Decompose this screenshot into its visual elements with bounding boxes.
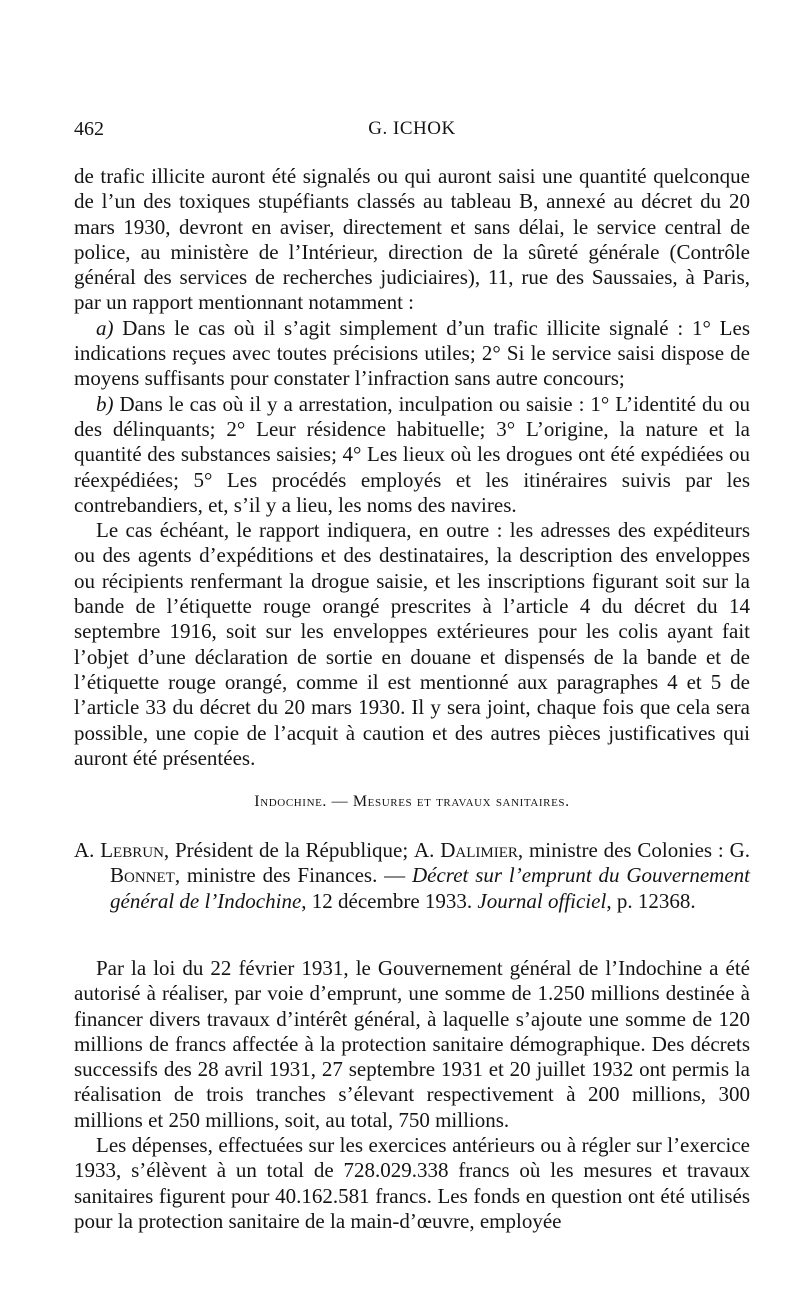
journal-page: , p. 12368. [606, 888, 696, 913]
section-heading [74, 793, 750, 811]
item-text-b: Dans le cas où il y a arrestation, inculpation ou saisie : 1° L’identité du ou des délinquants; 2° Leur résidence habituelle; 3° L’origine, la nature et la quantité des substances saisies; 4° Les lieux où les drogues ont été expédiées ou réexpédiées; 5° Les procédés employés et les itinéraires suivis par les contrebandiers, et, s’il y a lieu, les noms des navires. [74, 391, 750, 517]
citation-paragraph [74, 838, 750, 914]
paragraph-continuation: de trafic illicite auront été signalés ou qui auront saisi une quantité quelconque de l’un des toxiques stupéfiants classés au tableau B, annexé au décret du 20 mars 1930, devront en aviser, directement et sans délai, le service central de police, au ministère de l’Intérieur, direction de la sûreté générale (Contrôle général des services de recherches judiciaires), 11, rue des Saussaies, à Paris, par un rapport mentionnant notamment : [74, 164, 750, 315]
paragraph-expenses: Les dépenses, effectuées sur les exercices antérieurs ou à régler sur l’exercice 1933, s’élèvent à un total de 728.029.338 francs où les mesures et travaux sanitaires figurent pour 40.162.581 francs. Les fonds en question ont été utilisés pour la protection sanitaire de la main-d’œuvre, employée [74, 1133, 750, 1233]
paragraph-a [74, 316, 750, 392]
running-head: G. ICHOK [368, 118, 456, 139]
decree-title: Décret sur l’emprunt du Gouvernement général de l’Indochine [110, 863, 750, 913]
page-number: 462 [74, 118, 104, 140]
decree-citation [74, 838, 750, 914]
item-label-b: b) [96, 391, 114, 416]
page-header [74, 118, 750, 146]
citation-role-president: , Président de la République; [163, 838, 415, 862]
paragraph-b [74, 392, 750, 518]
body-text-top [74, 164, 750, 771]
heading-region: Indochine. [254, 793, 328, 810]
journal-name: Journal officiel [477, 888, 607, 913]
heading-topic: Mesures et travaux sanitaires. [352, 793, 570, 810]
body-text-bottom [74, 956, 750, 1234]
citation-role-colonies: , ministre des Colonies : [517, 838, 730, 862]
decree-date: , 12 décembre 1933. [301, 888, 478, 913]
heading-separator: — [327, 793, 353, 810]
signatory-president: A. Lebrun [74, 838, 164, 862]
item-text-a: Dans le cas où il s’agit simplement d’un trafic illicite signalé : 1° Les indications reçues avec toutes précisions utiles; 2° Si le service saisi dispose de moyens suffisants pour constater l’infraction sans autre concours; [74, 315, 750, 391]
paragraph-report-details: Le cas échéant, le rapport indiquera, en outre : les adresses des expéditeurs ou des agents d’expéditions et des destinataires, la description des enveloppes ou récipients renfermant la drogue saisie, et les inscriptions figurant soit sur la bande de l’étiquette rouge orangé prescrites à l’article 4 du décret du 14 septembre 1916, soit sur les enveloppes extérieures pour les colis ayant fait l’objet d’une déclaration de sortie en douane et dispensés de la bande et de l’étiquette rouge orangé, comme il est mentionné aux paragraphes 4 et 5 de l’article 33 du décret du 20 mars 1930. Il y sera joint, chaque fois que cela sera possible, une copie de l’acquit à caution et des autres pièces justificatives qui auront été présentées. [74, 518, 750, 770]
citation-role-finances: , ministre des Finances. — [174, 863, 412, 888]
signatory-colonies: A. Dalimier [414, 838, 518, 862]
paragraph-loan-law: Par la loi du 22 février 1931, le Gouvernement général de l’Indochine a été autorisé à réaliser, par voie d’emprunt, une somme de 1.250 millions destinée à financer divers travaux d’intérêt général, à laquelle s’ajoute une somme de 120 millions de francs affectée à la protection sanitaire démographique. Des décrets successifs des 28 avril 1931, 27 septembre 1931 et 20 juillet 1932 ont permis la réalisation de trois tranches s’élevant respectivement à 200 millions, 300 millions et 250 millions, soit, au total, 750 millions. [74, 956, 750, 1132]
signatory-finances: G. Bonnet [110, 838, 750, 888]
item-label-a: a) [96, 315, 114, 340]
